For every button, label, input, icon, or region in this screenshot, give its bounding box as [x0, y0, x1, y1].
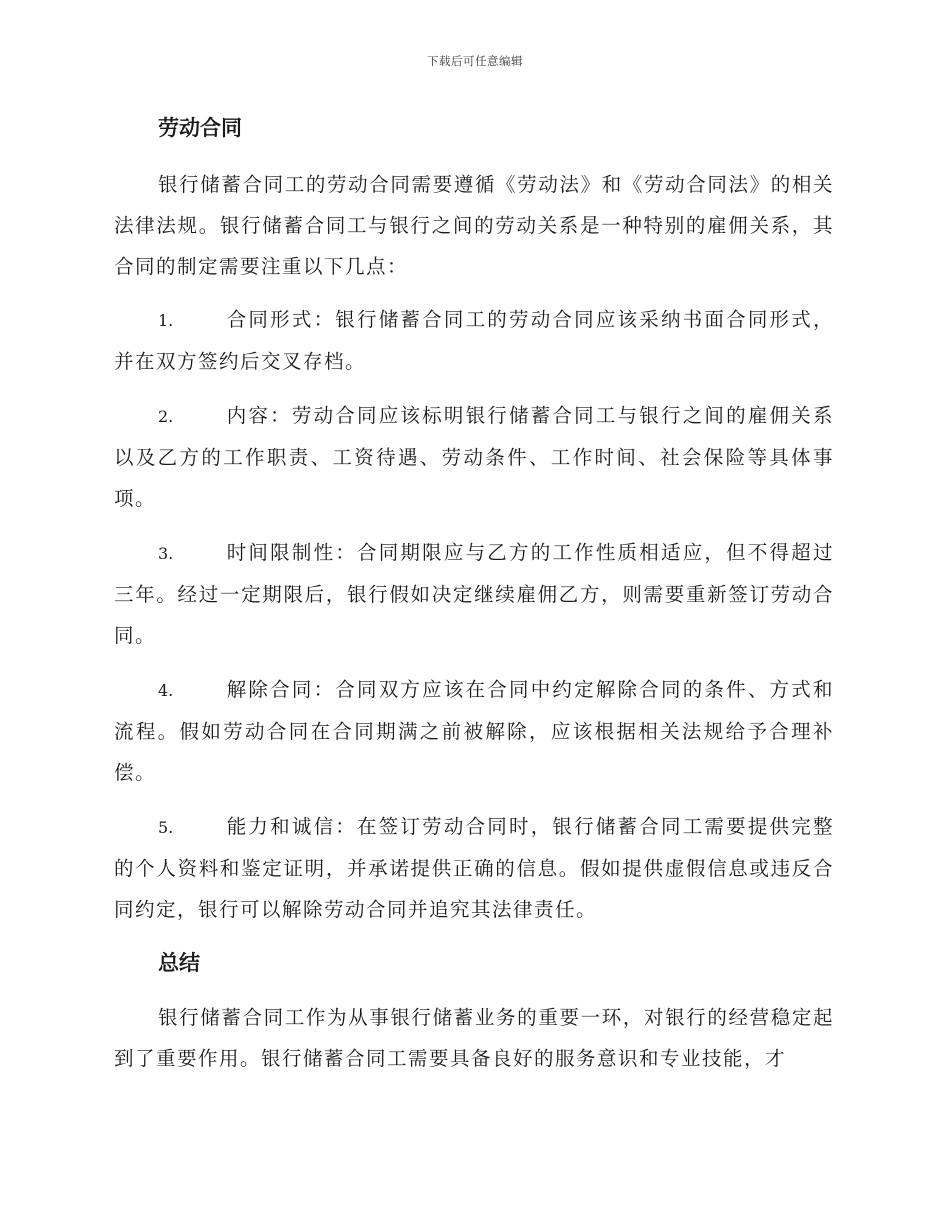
- list-item-text: 时间限制性：合同期限应与乙方的工作性质相适应，但不得超过三年。经过一定期限后，银行假如决定继续雇佣乙方，则需要重新签订劳动合同。: [114, 541, 834, 647]
- list-item: [114, 299, 834, 382]
- list-item-number: 1.: [158, 311, 174, 330]
- list-item: [114, 806, 834, 930]
- contract-intro-paragraph: 银行储蓄合同工的劳动合同需要遵循《劳动法》和《劳动合同法》的相关法律法规。银行储蓄合同工与银行之间的劳动关系是一种特别的雇佣关系，其合同的制定需要注重以下几点：: [114, 173, 834, 278]
- list-item: [114, 532, 834, 656]
- page-header-note: 下载后可任意编辑: [427, 54, 523, 68]
- section-heading-labor-contract: 劳动合同: [158, 115, 242, 140]
- document-body: [114, 108, 834, 1079]
- list-item-text: 能力和诚信：在签订劳动合同时，银行储蓄合同工需要提供完整的个人资料和鉴定证明，并承诺提供正确的信息。假如提供虚假信息或违反合同约定，银行可以解除劳动合同并追究其法律责任。: [114, 815, 834, 921]
- list-item-text: 合同形式：银行储蓄合同工的劳动合同应该采纳书面合同形式，并在双方签约后交叉存档。: [114, 308, 834, 373]
- list-item-text: 解除合同：合同双方应该在合同中约定解除合同的条件、方式和流程。假如劳动合同在合同期满之前被解除，应该根据相关法规给予合理补偿。: [114, 678, 834, 784]
- list-item-number: 2.: [158, 407, 174, 426]
- list-item-text: 内容：劳动合同应该标明银行储蓄合同工与银行之间的雇佣关系以及乙方的工作职责、工资待遇、劳动条件、工作时间、社会保险等具体事项。: [114, 404, 834, 510]
- list-item-number: 4.: [158, 681, 174, 700]
- list-item-number: 3.: [158, 544, 174, 563]
- list-item: [114, 669, 834, 793]
- list-item: [114, 395, 834, 519]
- contract-points-list: [114, 299, 834, 930]
- section-heading-summary: 总结: [158, 950, 200, 975]
- list-item-number: 5.: [158, 818, 174, 837]
- summary-paragraph: 银行储蓄合同工作为从事银行储蓄业务的重要一环，对银行的经营稳定起到了重要作用。银行储蓄合同工需要具备良好的服务意识和专业技能，才: [114, 1006, 834, 1070]
